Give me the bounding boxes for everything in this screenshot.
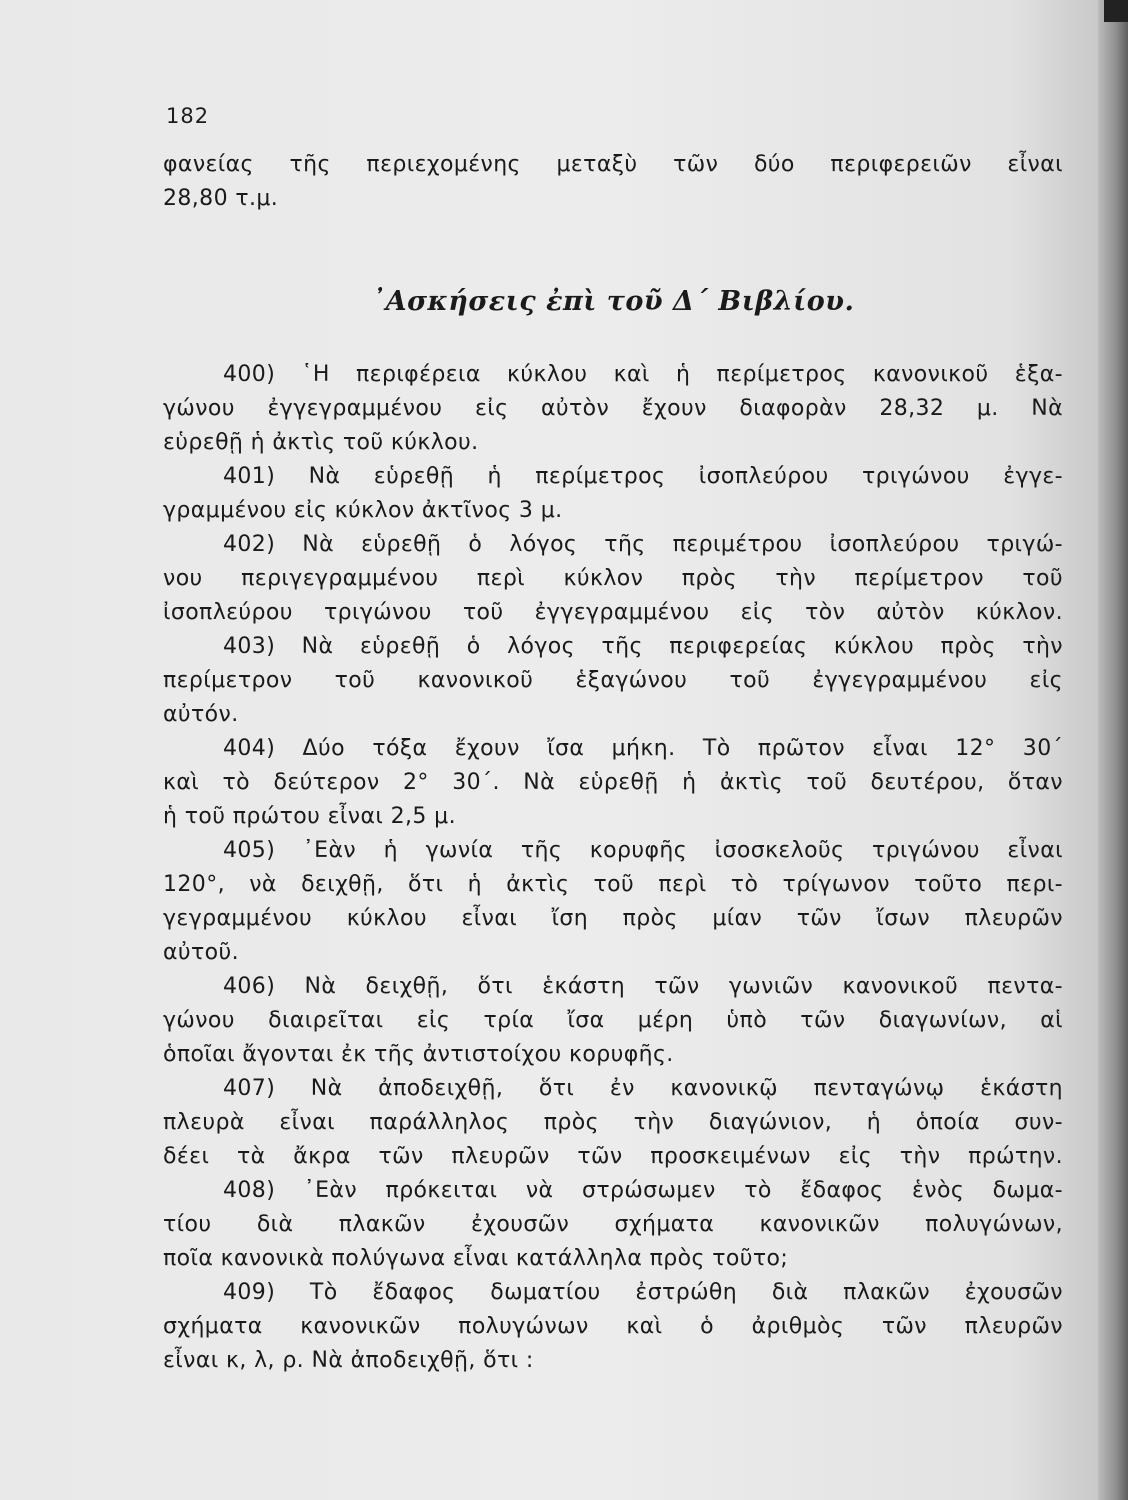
exercise-line: 402) Νὰ εὑρεθῇ ὁ λόγος τῆς περιμέτρου ἰσοπλεύρου τριγώ- [223, 532, 1063, 557]
exercise-line: γεγραμμένου κύκλου εἶναι ἴση πρὸς μίαν τῶν ἴσων πλευρῶν [163, 906, 1063, 931]
exercise-line: περίμετρον τοῦ κανονικοῦ ἑξαγώνου τοῦ ἐγγεγραμμένου εἰς [163, 668, 1063, 693]
exercise-line: 405) ᾿Εὰν ἡ γωνία τῆς κορυφῆς ἰσοσκελοῦς τριγώνου εἶναι [223, 838, 1063, 863]
exercise-line: 403) Νὰ εὑρεθῇ ὁ λόγος τῆς περιφερείας κύκλου πρὸς τὴν [223, 634, 1063, 659]
exercise-406 [163, 970, 1063, 1072]
page-number: 182 [166, 104, 210, 128]
exercise-line: ποῖα κανονικὰ πολύγωνα εἶναι κατάλληλα πρὸς τοῦτο; [163, 1246, 789, 1271]
exercise-408 [163, 1174, 1063, 1276]
exercise-404 [163, 732, 1063, 834]
exercise-line: 407) Νὰ ἀποδειχθῇ, ὅτι ἐν κανονικῷ πενταγώνῳ ἑκάστη [223, 1076, 1063, 1101]
exercise-line: 409) Τὸ ἔδαφος δωματίου ἐστρώθη διὰ πλακῶν ἐχουσῶν [223, 1280, 1063, 1305]
exercise-409 [163, 1276, 1063, 1378]
exercise-402 [163, 528, 1063, 630]
exercise-line: 401) Νὰ εὑρεθῇ ἡ περίμετρος ἰσοπλεύρου τριγώνου ἐγγε- [223, 464, 1063, 489]
exercise-line: γραμμένου εἰς κύκλον ἀκτῖνος 3 μ. [163, 498, 563, 523]
exercise-line: τίου διὰ πλακῶν ἐχουσῶν σχήματα κανονικῶν πολυγώνων, [163, 1212, 1063, 1237]
exercise-line: ὁποῖαι ἄγονται ἐκ τῆς ἀντιστοίχου κορυφῆς. [163, 1042, 674, 1067]
exercise-401 [163, 460, 1063, 528]
exercise-line: εὑρεθῇ ἡ ἀκτὶς τοῦ κύκλου. [163, 430, 479, 455]
exercise-line: ἡ τοῦ πρώτου εἶναι 2,5 μ. [163, 804, 456, 829]
exercise-line: αὐτόν. [163, 702, 239, 727]
exercise-line: δέει τὰ ἄκρα τῶν πλευρῶν τῶν προσκειμένων εἰς τὴν πρώτην. [163, 1144, 1063, 1169]
scan-corner-shadow [1104, 0, 1128, 22]
exercise-line: νου περιγεγραμμένου περὶ κύκλον πρὸς τὴν περίμετρον τοῦ [163, 566, 1063, 591]
exercise-line: 404) Δύο τόξα ἔχουν ἴσα μήκη. Τὸ πρῶτον εἶναι 12° 30΄ [223, 736, 1063, 761]
exercise-line: ἰσοπλεύρου τριγώνου τοῦ ἐγγεγραμμένου εἰς τὸν αὐτὸν κύκλον. [163, 600, 1063, 625]
exercise-407 [163, 1072, 1063, 1174]
intro-line: φανείας τῆς περιεχομένης μεταξὺ τῶν δύο περιφερειῶν εἶναι [163, 152, 1063, 177]
exercise-400 [163, 358, 1063, 460]
exercise-line: 406) Νὰ δειχθῇ, ὅτι ἑκάστη τῶν γωνιῶν κανονικοῦ πεντα- [223, 974, 1063, 999]
exercise-line: εἶναι κ, λ, ρ. Νὰ ἀποδειχθῇ, ὅτι : [163, 1348, 534, 1373]
exercise-line: γώνου διαιρεῖται εἰς τρία ἴσα μέρη ὑπὸ τῶν διαγωνίων, αἱ [163, 1008, 1063, 1033]
exercise-line: γώνου ἐγγεγραμμένου εἰς αὐτὸν ἔχουν διαφορὰν 28,32 μ. Νὰ [163, 396, 1063, 421]
exercise-line: 400) ῾Η περιφέρεια κύκλου καὶ ἡ περίμετρος κανονικοῦ ἑξα- [223, 362, 1063, 387]
exercise-403 [163, 630, 1063, 732]
exercise-line: 120°, νὰ δειχθῇ, ὅτι ἡ ἀκτὶς τοῦ περὶ τὸ τρίγωνον τοῦτο περι- [163, 872, 1063, 897]
exercise-line: καὶ τὸ δεύτερον 2° 30΄. Νὰ εὑρεθῇ ἡ ἀκτὶς τοῦ δευτέρου, ὅταν [163, 770, 1063, 795]
exercise-line: πλευρὰ εἶναι παράλληλος πρὸς τὴν διαγώνιον, ἡ ὁποία συν- [163, 1110, 1063, 1135]
page-text [163, 148, 1063, 1378]
intro-line: 28,80 τ.μ. [163, 186, 279, 211]
section-heading: ᾿Ασκήσεις ἐπὶ τοῦ Δ΄ Βιβλίου. [371, 286, 855, 317]
exercise-line: αὐτοῦ. [163, 940, 240, 965]
book-spine-edge [1098, 0, 1128, 1500]
exercise-405 [163, 834, 1063, 970]
exercise-line: σχήματα κανονικῶν πολυγώνων καὶ ὁ ἀριθμὸς τῶν πλευρῶν [163, 1314, 1063, 1339]
exercise-line: 408) ᾿Εὰν πρόκειται νὰ στρώσωμεν τὸ ἔδαφος ἑνὸς δωμα- [223, 1178, 1063, 1203]
